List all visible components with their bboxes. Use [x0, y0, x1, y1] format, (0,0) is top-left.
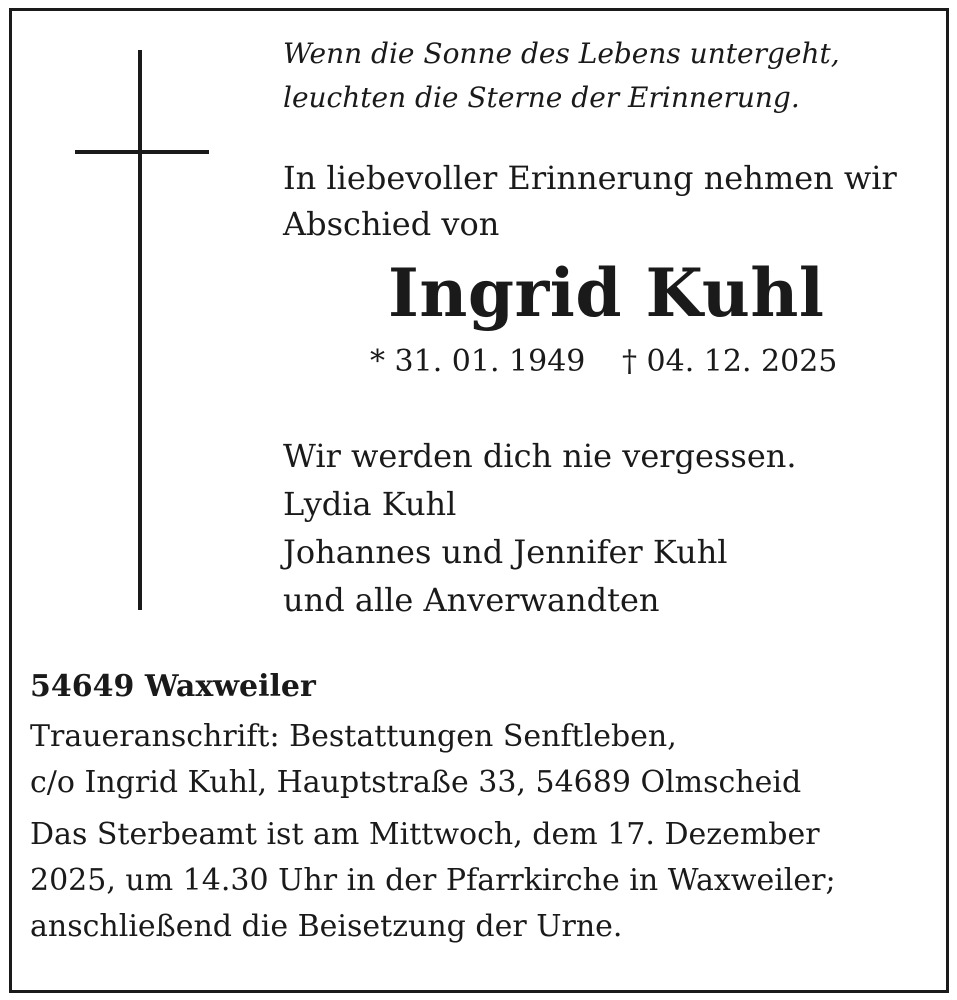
service-line: Das Sterbeamt ist am Mittwoch, dem 17. Dezember — [30, 817, 820, 852]
mourning-address — [30, 714, 801, 806]
mourner-name: Johannes und Jennifer Kuhl — [283, 533, 728, 571]
deceased-name: Ingrid Kuhl — [388, 254, 825, 332]
intro-text — [283, 155, 897, 247]
cross-horizontal-bar — [75, 150, 209, 154]
service-line: 2025, um 14.30 Uhr in der Pfarrkirche in Waxweiler; — [30, 863, 836, 898]
mourner-name: und alle Anverwandten — [283, 581, 660, 619]
address-line: Traueranschrift: Bestattungen Senftleben, — [30, 719, 677, 754]
address-line: c/o Ingrid Kuhl, Hauptstraße 33, 54689 Olmscheid — [30, 765, 802, 800]
cross-vertical-bar — [138, 50, 142, 610]
motto-line: leuchten die Sterne der Erinnerung. — [283, 81, 800, 114]
birth-date: * 31. 01. 1949 — [370, 344, 586, 379]
closing-message: Wir werden dich nie vergessen. — [283, 437, 797, 475]
intro-line: In liebevoller Erinnerung nehmen wir — [283, 159, 897, 197]
death-date: † 04. 12. 2025 — [622, 344, 838, 379]
service-info — [30, 812, 836, 950]
service-line: anschließend die Beisetzung der Urne. — [30, 909, 623, 944]
place-heading: 54649 Waxweiler — [30, 669, 316, 704]
closing-section — [283, 432, 797, 624]
mourner-name: Lydia Kuhl — [283, 485, 457, 523]
motto-line: Wenn die Sonne des Lebens untergeht, — [283, 37, 840, 70]
intro-line: Abschied von — [283, 205, 500, 243]
motto-quote — [283, 32, 840, 120]
